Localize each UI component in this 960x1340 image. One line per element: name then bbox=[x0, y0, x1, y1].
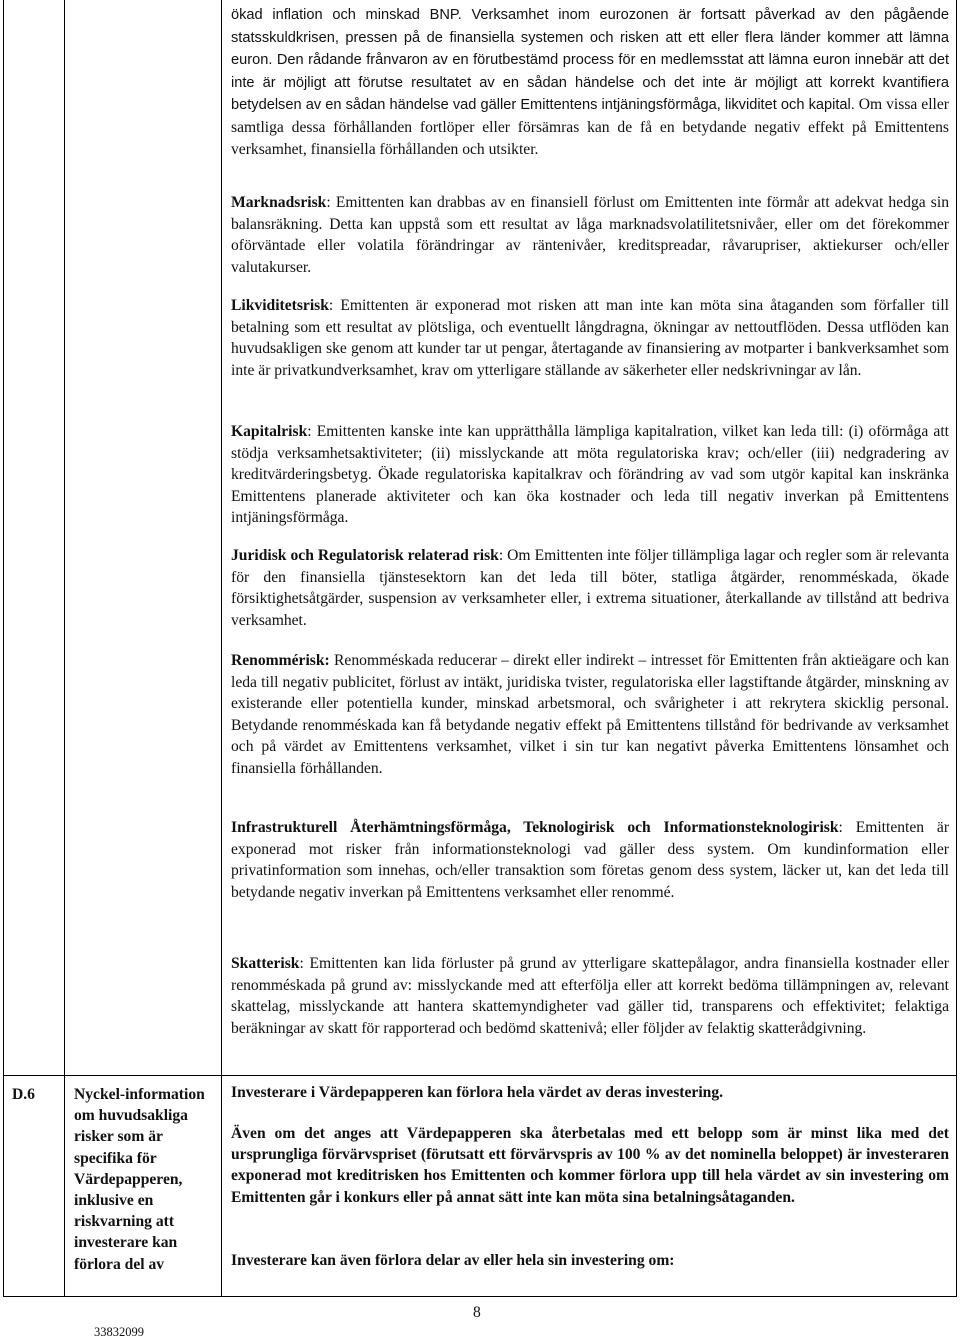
risk-text: Renomméskada reducerar – direkt eller indirekt – intresset för Emittenten från aktieägare och kan leda till negativ publicitet, förlust av intäkt, juridiska tvister, regulatoriska eller lagstiftande åtgärder, minskning av existerande eller potentiella kunder, minskad arbetsmoral, och svårigheter i att rekrytera skicklig personal. Betydande renomméskada kan få betydande negativ effekt på Emittentens tillstånd för bedrivande av verksamhet och på värdet av Emittentens verksamhet, vilket i sin tur kan negativt påverka Emittentens lönsamhet och finansiella förhållanden. bbox=[231, 652, 949, 777]
risk-text: Emittenten kanske inte kan upprätthålla lämpliga kapitalration, vilket kan leda till: (i) oförmåga att stödja verksamhetsaktiviteter; (ii) misslyckande att möta regulatoriska krav; och/eller (iii) nedgradering av kreditvärderingsbetyg. Ökade regulatoriska kapitalkrav och förändring av vad som utgör kapital kan inskränka Emittentens planerade aktiviteter och kan öka kostnader och leda till negativ inverkan på Emittentens intjäningsförmåga. bbox=[231, 423, 949, 527]
intro-serif-text: Om vissa eller samtliga dessa förhållanden fortlöper eller försämras kan de få en betydande negativ effekt på Emittentens verksamhet, finansiella förhållanden och utsikter. bbox=[231, 96, 949, 158]
column-divider-1 bbox=[64, 0, 65, 1296]
intro-sans-text: ökad inflation och minskad BNP. Verksamhet inom eurozonen är fortsatt påverkad av den pågående statsskuldkrisen, pressen på de finansiella systemen och risken att ett eller flera länder kommer att lämna euron. Den rådande frånvaron av en förutbestämd process för en medlemsstat att lämna euron innebär att det inte är möjligt att förutse resultatet av en sådan händelse och det inte är möjligt att korrekt kvantifiera betydelsen av en sådan händelse vad gäller Emittentens intjäningsförmåga, likviditet och kapital. bbox=[231, 7, 949, 114]
risk-title: Kapitalrisk bbox=[231, 423, 308, 440]
risk-separator: : bbox=[326, 194, 336, 211]
risk-text: Emittenten kan drabbas av en finansiell förlust om Emittenten inte förmår att adekvat hedga sin balansräkning. Detta kan uppstå som ett resultat av låga marknadsvolatilitetsnivåer, eller om det förekommer oförväntade eller volatila förändringar av räntenivåer, kreditspreadar, råvarupriser, aktiekurser och/eller valutakurser. bbox=[231, 194, 949, 276]
risk-separator: : bbox=[498, 547, 508, 564]
risk-paragraph-market bbox=[231, 192, 949, 278]
risk-separator: : bbox=[299, 955, 310, 972]
risk-paragraph-infrastructure bbox=[231, 817, 949, 903]
page-number: 8 bbox=[473, 1304, 481, 1321]
column-divider-2 bbox=[221, 0, 222, 1296]
risk-text: Om Emittenten inte följer tillämpliga lagar och regler som är relevanta för den finansiella tjänstesektorn kan det leda till böter, statliga åtgärder, renomméskada, ökade försiktighetsåtgärder, suspension av verksamheter eller, i extrema situationer, återkallande av tillstånd att bedriva verksamhet. bbox=[231, 547, 949, 629]
risk-text: Emittenten kan lida förluster på grund av ytterligare skattepålagor, andra finansiella kostnader eller renomméskada på grund av: misslyckande med att efterfölja eller att korrekt bedöma tillämpningen av, relevant skattelag, misslyckande att hantera skattemyndigheter vad gäller tid, transparens och effektivitet; felaktiga beräkningar av skatt för rapporterad och bedömd skattenivå; eller följder av felaktig skatterådgivning. bbox=[231, 955, 949, 1037]
section-number: D.6 bbox=[12, 1086, 35, 1103]
right-border bbox=[956, 0, 957, 1296]
section-heading: Nyckel-information om huvudsakliga risker som är specifika för Värdepapperen, inklusive en riskvarning att investerare kan förlora del av bbox=[74, 1086, 205, 1273]
bottom-border bbox=[3, 1296, 957, 1297]
risk-separator: : bbox=[328, 297, 341, 314]
left-border bbox=[3, 0, 4, 1296]
risk-title: Skatterisk bbox=[231, 955, 300, 972]
row-divider bbox=[3, 1075, 957, 1076]
risk-separator: : bbox=[838, 819, 856, 836]
risk-title: Infrastrukturell Återhämtningsförmåga, Teknologirisk och Informationsteknologirisk bbox=[231, 819, 839, 836]
risk-text: Emittenten är exponerad mot risken att man inte kan möta sina åtaganden som förfaller till betalning som ett resultat av plötsliga, och eventuellt långdragna, ökningar av nettoutflöden. Dessa utflöden kan huvudsakligen ske genom att kunder tar ut pengar, återtagande av finansiering av motparter i bankverksamhet som inte är privatkundverksamhet, krav om ytterligare ställande av säkerheter eller nedskrivningar av lån. bbox=[231, 297, 949, 379]
risk-title: Marknadsrisk bbox=[231, 194, 327, 211]
risk-title: Renommérisk: bbox=[231, 652, 330, 669]
document-id: 33832099 bbox=[94, 1325, 144, 1339]
risk-text: Emittenten är exponerad mot risker från informationsteknologi vad gäller dess system. Om kundinformation eller privatinformation som innehas, och/eller transaktion som företas genom dess system, läcker ut, kan det leda till betydande negativ inverkan på Emittentens verksamhet eller renommé. bbox=[231, 819, 950, 901]
risk-separator: : bbox=[307, 423, 317, 440]
risk-paragraph-reputation bbox=[231, 650, 949, 780]
risk-title: Likviditetsrisk bbox=[231, 297, 329, 314]
d6-paragraph-3: Investerare kan även förlora delar av eller hela sin investering om: bbox=[231, 1252, 675, 1269]
risk-paragraph-capital bbox=[231, 421, 949, 529]
risk-paragraph-tax bbox=[231, 953, 949, 1039]
d6-paragraph-1: Investerare i Värdepapperen kan förlora hela värdet av deras investering. bbox=[231, 1084, 724, 1101]
risk-title: Juridisk och Regulatorisk relaterad risk bbox=[231, 547, 499, 564]
d6-paragraph-2: Även om det anges att Värdepapperen ska återbetalas med ett belopp som är minst lika med det ursprungliga förvärvspriset (förutsatt ett förvärvspris av 100 % av det nominella beloppet) är investeraren exponerad mot kreditrisken hos Emittenten och kommer förlora upp till hela värdet av sin investering om Emittenten går i konkurs eller på annat sätt inte kan möta sina betalningsåtaganden. bbox=[231, 1125, 949, 1206]
risk-paragraph-legal bbox=[231, 545, 949, 631]
intro-paragraph bbox=[231, 4, 949, 160]
risk-paragraph-liquidity bbox=[231, 295, 949, 381]
